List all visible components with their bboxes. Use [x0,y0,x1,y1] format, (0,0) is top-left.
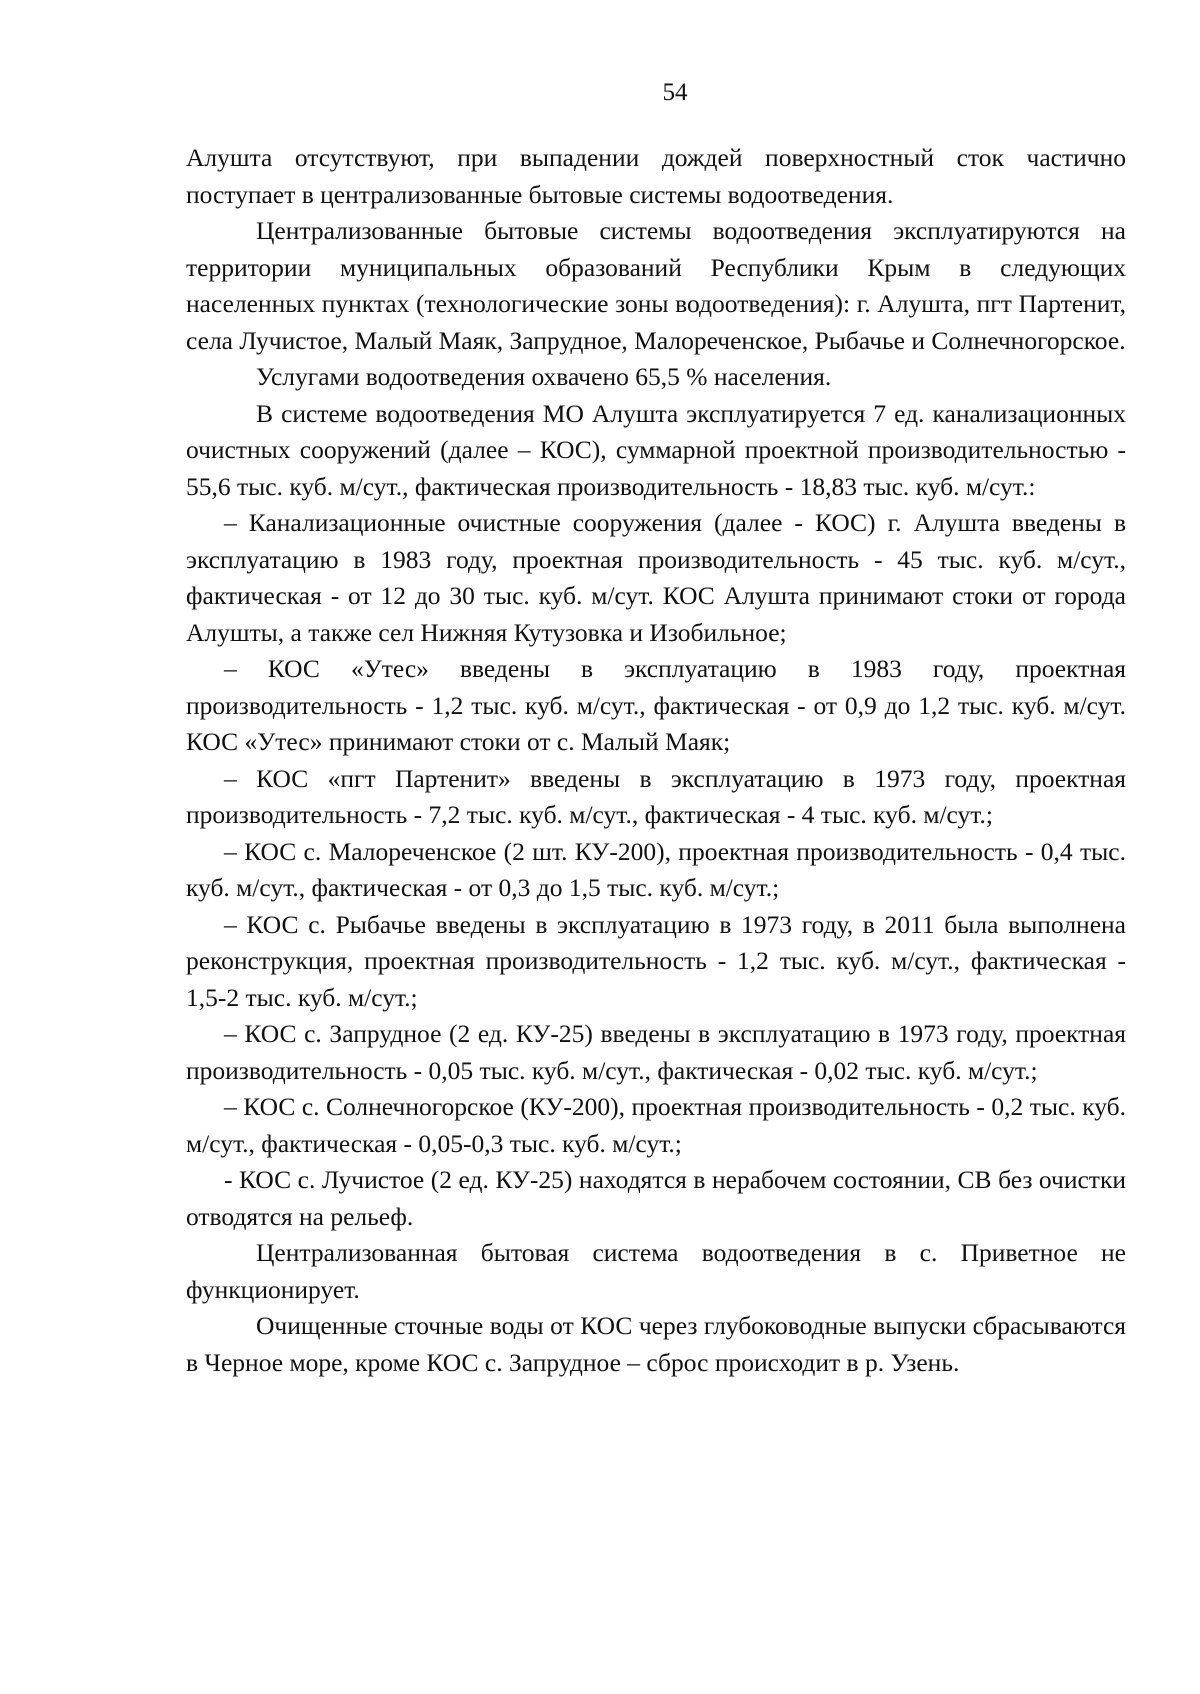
paragraph-coverage: Услугами водоотведения охвачено 65,5 % населения. [256,362,832,391]
paragraph-treatment-overview: В системе водоотведения МО Алушта эксплуатируется 7 ед. канализационных очистных сооружений (далее – КОС), суммарной проектной производительностью - 55,6 тыс. куб. м/сут., фактическая производительность - 18,83 тыс. куб. м/сут.: [186,398,1126,501]
list-item-kos-utes: – КОС «Утес» введены в эксплуатацию в 1983 году, проектная производительность - 1,2 тыс. куб. м/сут., фактическая - от 0,9 до 1,2 тыс. куб. м/сут. КОС «Утес» принимают стоки от с. Малый Маяк; [186,654,1126,756]
list-item-kos-luchistoe: - КОС с. Лучистое (2 ед. КУ-25) находятся в нерабочем состоянии, СВ без очистки отводятся на рельеф. [186,1165,1126,1231]
list-item-kos-solnechnogorskoe: – КОС с. Солнечногорское (КУ-200), проектная производительность - 0,2 тыс. куб. м/сут., фактическая - 0,05-0,3 тыс. куб. м/сут.; [186,1092,1126,1158]
paragraph-privetnoe: Централизованная бытовая система водоотведения в с. Приветное не функционирует. [186,1238,1126,1304]
list-item-kos-zaprudnoe: – КОС с. Запрудное (2 ед. КУ-25) введены в эксплуатацию в 1973 году, проектная производительность - 0,05 тыс. куб. м/сут., фактическая - 0,02 тыс. куб. м/сут.; [186,1019,1126,1085]
paragraph-settlements: Централизованные бытовые системы водоотведения эксплуатируются на территории муниципальных образований Республики Крым в следующих населенных пунктах (технологические зоны водоотведения): г. Алушта, пгт Партенит, села Лучистое, Малый Маяк, Запрудное, Малореченское, Рыбачье и Солнечногорское. [186,216,1126,355]
document-body [186,140,1126,1381]
paragraph-continuation: Алушта отсутствуют, при выпадении дождей поверхностный сток частично поступает в централизованные бытовые системы водоотведения. [186,143,1126,209]
list-item-kos-rybachye: – КОС с. Рыбачье введены в эксплуатацию в 1973 году, в 2011 была выполнена реконструкция, проектная производительность - 1,2 тыс. куб. м/сут., фактическая - 1,5-2 тыс. куб. м/сут.; [186,909,1126,1012]
paragraph-discharge: Очищенные сточные воды от КОС через глубоководные выпуски сбрасываются в Черное море, кроме КОС с. Запрудное – сброс происходит в р. Узень. [186,1311,1126,1377]
list-item-kos-partenit: – КОС «пгт Партенит» введены в эксплуатацию в 1973 году, проектная производительность - 7,2 тыс. куб. м/сут., фактическая - 4 тыс. куб. м/сут.; [186,763,1126,829]
list-item-kos-alushta: – Канализационные очистные сооружения (далее - КОС) г. Алушта введены в эксплуатацию в 1983 году, проектная производительность - 45 тыс. куб. м/сут., фактическая - от 12 до 30 тыс. куб. м/сут. КОС Алушта принимают стоки от города Алушты, а также сел Нижняя Кутузовка и Изобильное; [186,508,1126,647]
page-number: 54 [662,79,688,106]
list-item-kos-malorechenskoe: – КОС с. Малореченское (2 шт. КУ-200), проектная производительность - 0,4 тыс. куб. м/сут., фактическая - от 0,3 до 1,5 тыс. куб. м/сут.; [186,836,1126,902]
